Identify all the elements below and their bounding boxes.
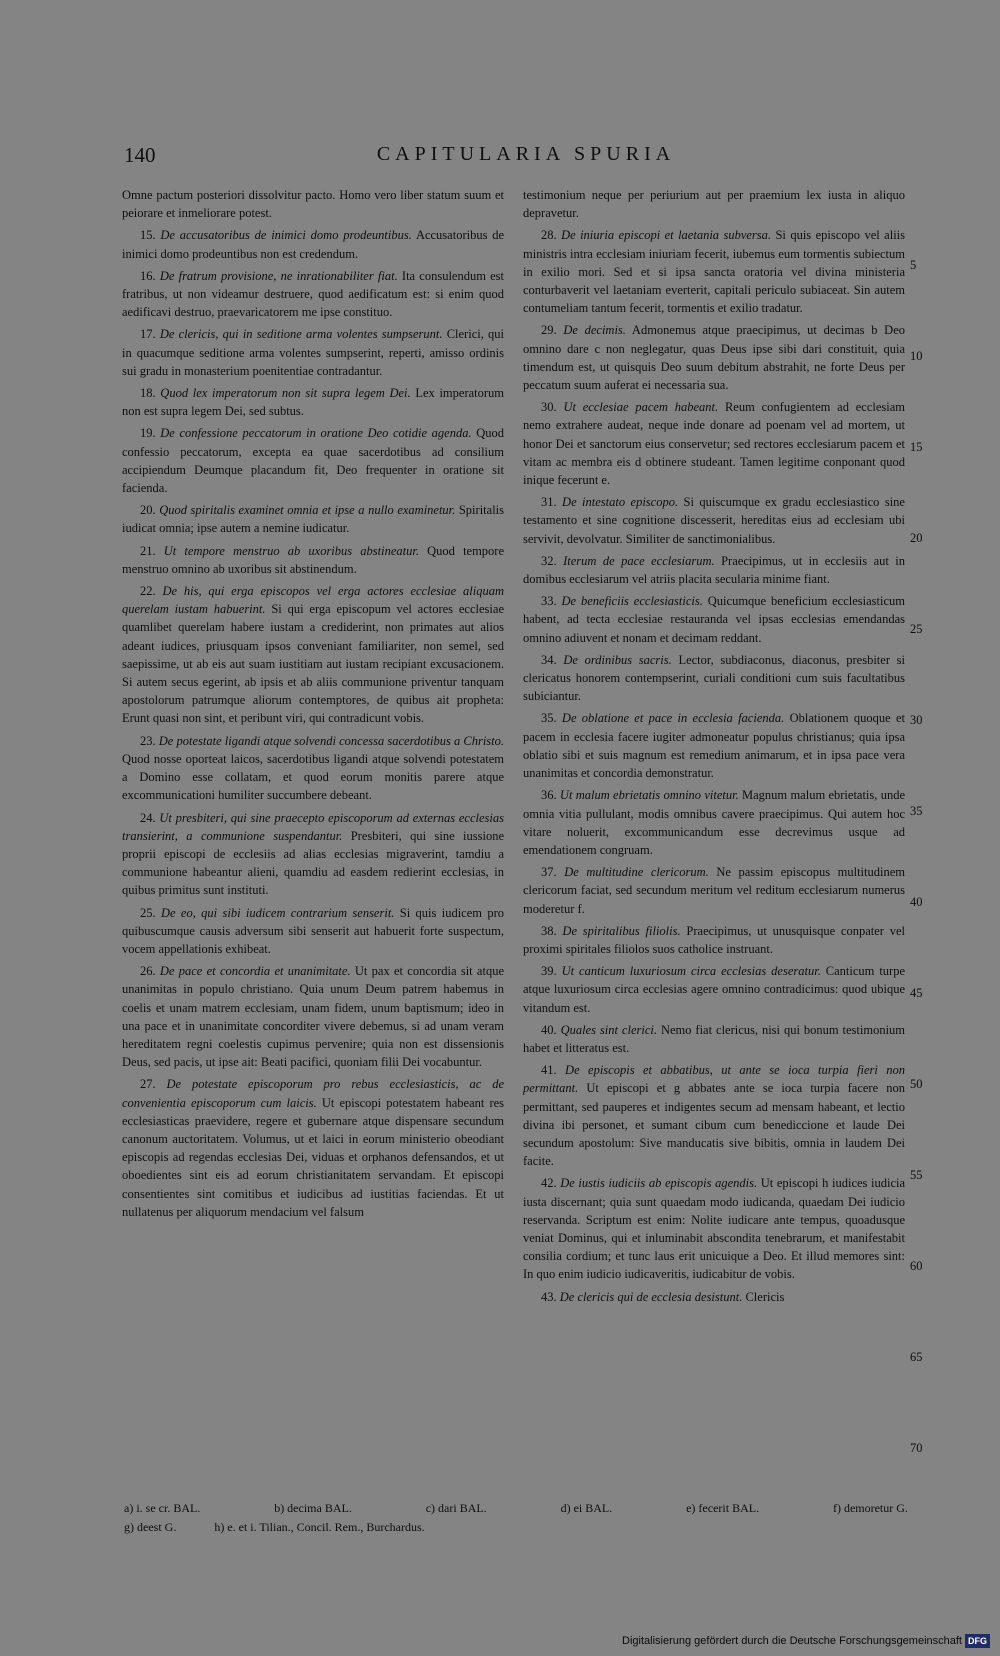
line-number: 25 [910, 622, 923, 636]
chapter-paragraph [122, 325, 504, 380]
chapter-paragraph [122, 809, 504, 900]
chapter-paragraph [122, 542, 504, 578]
line-number: 15 [910, 440, 923, 454]
chapter-title: De episcopis et abbatibus, ut ante se ioca turpia fieri non permittant. [523, 1063, 906, 1096]
chapter-paragraph [523, 186, 905, 222]
chapter-title: Quod lex imperatorum non sit supra legem Dei. [160, 386, 411, 401]
chapter-title: Ut ecclesiae pacem habeant. [563, 400, 719, 415]
chapter-text: Omne pactum posteriori dissolvitur pacto. Homo vero liber statum suum et peiorare et inmeliorare potest. [122, 188, 504, 221]
chapter-paragraph [523, 493, 905, 548]
chapter-text: Clericis [745, 1289, 785, 1304]
chapter-title: De confessione peccatorum in oratione Deo cotidie agenda. [160, 426, 472, 441]
chapter-number: 35. [541, 711, 557, 726]
chapter-title: Quod spiritalis examinet omnia et ipse a nullo examinetur. [159, 503, 456, 518]
chapter-number: 23. [140, 733, 156, 748]
chapter-title: De eo, qui sibi iudicem contrarium senserit. [160, 905, 395, 920]
chapter-title: De potestate episcoporum pro rebus ecclesiasticis, ac de convenientia episcoporum cum laicis. [122, 1077, 504, 1110]
chapter-title: De beneficiis ecclesiasticis. [561, 594, 703, 609]
chapter-number: 25. [140, 905, 156, 920]
chapter-paragraph [523, 651, 905, 706]
chapter-number: 32. [541, 553, 557, 568]
chapter-text: Quod confessio peccatorum, excepta ea quae sacerdotibus ad consilium accipiendum Deumque placandum fit, Deo frequenter in oratione sit facienda. [122, 426, 505, 496]
chapter-paragraph [523, 1021, 905, 1057]
line-number: 70 [910, 1441, 923, 1455]
chapter-number: 27. [140, 1077, 156, 1092]
chapter-text: Admonemus atque praecipimus, ut decimas b Deo omnino dare c non neglegatur, quas Deus ipse sibi dari constituit, quia timendum est, ut quisquis Deo suum debitum abstrahit, ne forte Deus per peccatum suum auferat ei necessaria sua. [523, 323, 906, 393]
chapter-text: Lector, subdiaconus, diaconus, presbiter si clericatus honorem contempserint, curiali conditioni cum suis facultatibus subiciantur. [523, 652, 906, 704]
chapter-number: 19. [140, 426, 156, 441]
line-number: 30 [910, 713, 923, 727]
chapter-paragraph [523, 1061, 905, 1170]
chapter-title: De spiritalibus filiolis. [562, 923, 681, 938]
chapter-paragraph [122, 732, 504, 805]
chapter-title: Ut tempore menstruo ab uxoribus abstineatur. [163, 543, 419, 558]
right-column [523, 186, 905, 1310]
footnote-f: f) demoretur G. [832, 1501, 908, 1515]
chapter-title: De pace et concordia et unanimitate. [159, 964, 351, 979]
line-number: 45 [910, 986, 923, 1000]
chapter-number: 24. [140, 810, 156, 825]
chapter-number: 21. [140, 543, 156, 558]
chapter-text: Ita consulendum est fratribus, ut non videamur destruere, quod aedificatum est: si enim quod aedificavi destruo, praevaricatorem me ipse constituo. [122, 268, 505, 320]
chapter-paragraph [122, 582, 504, 728]
chapter-paragraph [523, 1174, 905, 1283]
footnote-row [124, 1499, 908, 1518]
chapter-text: Oblationem quoque et pacem in ecclesia facere iugiter admoneatur populus christianus; quia ipsa oblatio sibi et suis magnum est remedium animarum, et in ipsa pace vera unanimitas et concordia demonstratur. [523, 711, 905, 781]
line-number: 60 [910, 1259, 923, 1273]
chapter-title: Ut canticum luxuriosum circa ecclesias deseratur. [561, 964, 821, 979]
line-number: 10 [910, 349, 923, 363]
chapter-paragraph [523, 226, 905, 317]
chapter-number: 41. [541, 1063, 557, 1078]
chapter-number: 20. [140, 503, 156, 518]
chapter-text: Ne passim episcopus multitudinem clericorum faciat, sed secundum meritum vel reditum ecclesiarum numerus moderetur f. [523, 865, 905, 916]
credit-text: Digitalisierung gefördert durch die Deutsche Forschungsgemeinschaft [622, 1635, 962, 1647]
chapter-number: 39. [541, 964, 557, 979]
chapter-text: Ut pax et concordia sit atque unanimitas in populo christiano. Quia unum Deum patrem habemus in coelis et unam matrem ecclesiam, unam fidem, unum baptismum; ideo in una pace et in unanimitate concorditer vivere debemus, si ad unam veram hereditatem regni coelestis cupimus pervenire; quia non est dissensionis Deus, sed pacis, ut ipse ait: Beati pacifici, quoniam filii Dei vocabuntur. [122, 964, 505, 1070]
chapter-title: De decimis. [563, 323, 626, 338]
chapter-title: De potestate ligandi atque solvendi concessa sacerdotibus a Christo. [158, 733, 505, 748]
chapter-paragraph [122, 384, 504, 420]
chapter-number: 22. [140, 584, 156, 599]
chapter-text: Si quis episcopo vel aliis ministris intra ecclesiam iniuriam fecerit, iubemus eum tormentis subiectum in exilio mori. Sed et si ipsa sancta oratoria vel divina ministeria conturbaverit vel laetaniam everterit, capitali periculo subiaceat. Sin autem contumeliam tantum fecerit, tormentis et exilio tradatur. [523, 228, 906, 316]
chapter-paragraph [523, 962, 905, 1017]
chapter-text: Presbiteri, qui sine iussione proprii episcopi de ecclesiis ad alias ecclesias migraverint, tamdiu a communione habeantur alieni, quamdiu ad easdem redierint ecclesias, in quibus primitus sunt instituti. [122, 828, 504, 898]
line-number: 35 [910, 804, 923, 818]
chapter-title: De fratrum provisione, ne inrationabiliter fiat. [159, 268, 398, 283]
footnote-g: g) deest G. [124, 1520, 177, 1534]
chapter-paragraph [122, 1075, 504, 1221]
footnote-a: a) i. se cr. BAL. [124, 1501, 201, 1515]
dfg-logo-icon: DFG [965, 1634, 990, 1648]
chapter-number: 37. [541, 865, 557, 880]
chapter-paragraph [523, 709, 905, 782]
chapter-paragraph [523, 1288, 905, 1306]
chapter-text: Magnum malum ebrietatis, unde omnia vitia pullulant, modis omnibus cavere praecipimus. Qui autem hoc vitare noluerit, excommunicandum esse decrevimus usque ad emendationem congruam. [523, 788, 905, 857]
chapter-number: 34. [541, 652, 557, 667]
chapter-text: Spiritalis iudicat omnia; ipse autem a nemine iudicatur. [122, 503, 505, 536]
chapter-paragraph [122, 904, 504, 959]
chapter-number: 15. [140, 228, 156, 243]
chapter-number: 18. [140, 386, 156, 401]
chapter-number: 31. [541, 495, 557, 510]
footnote-row [124, 1518, 908, 1537]
chapter-text: Clerici, qui in quacumque seditione arma volentes sumpserint, reperti, amisso ordinis sui gradu in monasterium poenitentiae contradantur. [122, 327, 504, 378]
chapter-number: 16. [140, 268, 156, 283]
chapter-text: Praecipimus, ut in ecclesiis aut in domibus ecclesiarum vel atriis placita secularia minime fiant. [523, 553, 906, 587]
chapter-text: Reum confugientem ad ecclesiam nemo extrahere audeat, neque inde donare ad poenam vel ad mortem, ut honor Dei et sanctorum eius conservetur; sed rectores ecclesiarum pacem et vitam ac membra eis d obtinere studeant. Tamen legitime conponant quod inique fecerunt e. [523, 400, 906, 488]
chapter-paragraph [523, 552, 905, 588]
chapter-paragraph [523, 592, 905, 647]
chapter-number: 26. [140, 964, 156, 979]
footnote-b: b) decima BAL. [274, 1501, 352, 1515]
chapter-paragraph [523, 786, 905, 859]
chapter-paragraph [122, 186, 504, 222]
chapter-title: De clericis, qui in seditione arma volentes sumpserunt. [159, 327, 443, 342]
line-number: 40 [910, 895, 923, 909]
chapter-text: Accusatoribus de inimici domo prodeuntibus non est credendum. [122, 228, 505, 261]
chapter-title: De iniuria episcopi et laetania subversa. [561, 228, 772, 243]
footnote-d: d) ei BAL. [560, 1501, 613, 1515]
chapter-number: 36. [541, 788, 557, 803]
chapter-paragraph [122, 501, 504, 537]
chapter-text: Si qui erga episcopum vel actores ecclesiae quamlibet querelam habere iustam a crediderint, non primates aut alios adeant iudices, priusquam ipsos conveniant familiariter, non semel, sed saepissime, ut ab eis aut suam iustitiam aut iustam recipiant excusacionem. Si autem secus egerint, ab ipsis et ab aliis communione priventur tanquam apostolorum patrumque aliorum contemptores, de quibus ait propheta: Erunt quasi non sint, et peribunt viri, qui contradicunt vobis. [122, 602, 504, 726]
line-number: 5 [910, 258, 917, 272]
chapter-text: testimonium neque per periurium aut per praemium lex iusta in aliquo depravetur. [523, 188, 905, 221]
chapter-title: De accusatoribus de inimici domo prodeuntibus. [160, 228, 412, 243]
chapter-text: Canticum turpe atque luxuriosum circa ecclesias agere omnino contradicimus: quod ubique vitandum est. [523, 964, 906, 1015]
chapter-paragraph [523, 398, 905, 489]
chapter-title: Iterum de pace ecclesiarum. [563, 553, 715, 568]
chapter-paragraph [122, 226, 504, 262]
chapter-title: Ut malum ebrietatis omnino vitetur. [559, 788, 739, 803]
chapter-title: Ut presbiteri, qui sine praecepto episcoporum ad externas ecclesias transierint, a communione suspendantur. [122, 810, 504, 843]
line-number: 20 [910, 531, 923, 545]
chapter-title: De intestato episcopo. [562, 495, 679, 510]
line-number: 50 [910, 1077, 923, 1091]
chapter-text: Praecipimus, ut unusquisque conpater vel proximi spiritales filiolos suos catholice instruant. [523, 923, 905, 956]
footnote-e: e) fecerit BAL. [686, 1501, 760, 1515]
line-number: 55 [910, 1168, 923, 1182]
chapter-paragraph [523, 863, 905, 918]
chapter-title: De ordinibus sacris. [563, 652, 672, 667]
chapter-paragraph [122, 424, 504, 497]
chapter-text: Ut episcopi h iudices iudicia iusta discernant; quia sunt quaedam modo iudicanda, quaedam Dei iudicio reservanda. Scriptum est enim: Nolite iudicare ante tempus, quoadusque veniat Dominus, qui et inluminabit abscondita tenebrarum, et manifestabit consilia cordium; et tunc laus erit unicuique a Deo. Et illud memores sint: In quo enim iudicio iudicaveritis, iudicabitur de vobis. [523, 1176, 906, 1282]
chapter-text: Nemo fiat clericus, nisi qui bonum testimonium habet et litteratus est. [523, 1022, 906, 1055]
chapter-title: De iustis iudiciis ab episcopis agendis. [560, 1176, 758, 1191]
footnote-h: h) e. et i. Tilian., Concil. Rem., Burchardus. [214, 1520, 425, 1534]
chapter-text: Si quis iudicem pro quibuscumque causis adversum sibi senserit aut habuerit forte suspectum, vocem appellationis exhibeat. [122, 905, 505, 956]
chapter-number: 17. [140, 327, 156, 342]
digitization-credit [622, 1634, 990, 1648]
chapter-number: 42. [541, 1176, 557, 1191]
chapter-text: Si quiscumque ex gradu ecclesiastico sine testamento et sine cognitione discesserit, hereditas eius ad ecclesiam ubi servivit, devolvatur. Similiter de sanctimonialibus. [523, 495, 905, 546]
left-column [122, 186, 504, 1225]
chapter-number: 29. [541, 323, 557, 338]
chapter-title: De multitudine clericorum. [564, 865, 709, 880]
chapter-paragraph [523, 922, 905, 958]
chapter-title: De his, qui erga episcopos vel erga actores ecclesiae aliquam querelam iustam habuerint. [122, 584, 504, 617]
chapter-paragraph [523, 321, 905, 394]
chapter-number: 40. [541, 1022, 557, 1037]
footnotes [124, 1499, 908, 1537]
chapter-title: Quales sint clerici. [560, 1022, 657, 1037]
chapter-number: 30. [541, 400, 557, 415]
chapter-number: 38. [541, 923, 557, 938]
chapter-number: 28. [541, 228, 557, 243]
chapter-text: Ut episcopi potestatem habeant res ecclesiasticas praevidere, regere et gubernare atque dispensare secundum canonum auctoritatem. Volumus, ut et laici in eorum ministerio obeodiant episcopis ad regendas ecclesias Dei, viduas et orphanos defensandos, et ut oboedientes sint eis ad eorum christianitatem servandam. Et episcopi consentientes sint comitibus et iudicibus ad iustitias faciendas. Et ut nullatenus per aliquorum mendacium vel falsum [122, 1095, 505, 1219]
chapter-text: Quicumque beneficium ecclesiasticum habent, ad tecta ecclesiae restauranda vel ipsas ecclesias emendandas omnino adiuvent et nonam et decimam reddant. [523, 594, 905, 645]
chapter-title: De oblatione et pace in ecclesia facienda. [561, 711, 785, 726]
chapter-title: De clericis qui de ecclesia desistunt. [559, 1289, 743, 1304]
chapter-text: Quod tempore menstruo omnino ab uxoribus sit abstinendum. [122, 543, 505, 576]
chapter-number: 43. [541, 1289, 557, 1304]
running-title: CAPITULARIA SPURIA [376, 143, 676, 165]
page-number: 140 [124, 143, 156, 167]
footnote-c: c) dari BAL. [425, 1501, 487, 1515]
chapter-text: Lex imperatorum non est supra legem Dei, sed subtus. [122, 386, 505, 419]
chapter-text: Quod nosse oporteat laicos, sacerdotibus ligandi atque solvendi potestatem a Domino esse collatam, et quod eorum monitis parere atque excommunicationi humiliter succumbere debeant. [122, 751, 504, 803]
chapter-paragraph [122, 267, 504, 322]
chapter-paragraph [122, 962, 504, 1071]
chapter-text: Ut episcopi et g abbates ante se ioca turpia facere non permittant, sed pauperes et indigentes secum ad mensam habeant, et lectio divina ibi personet, et sumant cibum cum benediccione et laude Dei secundum apostolum: Sive manducatis sive bibitis, omnia in laudem Dei facite. [523, 1081, 906, 1169]
line-number: 65 [910, 1350, 923, 1364]
chapter-number: 33. [541, 594, 557, 609]
